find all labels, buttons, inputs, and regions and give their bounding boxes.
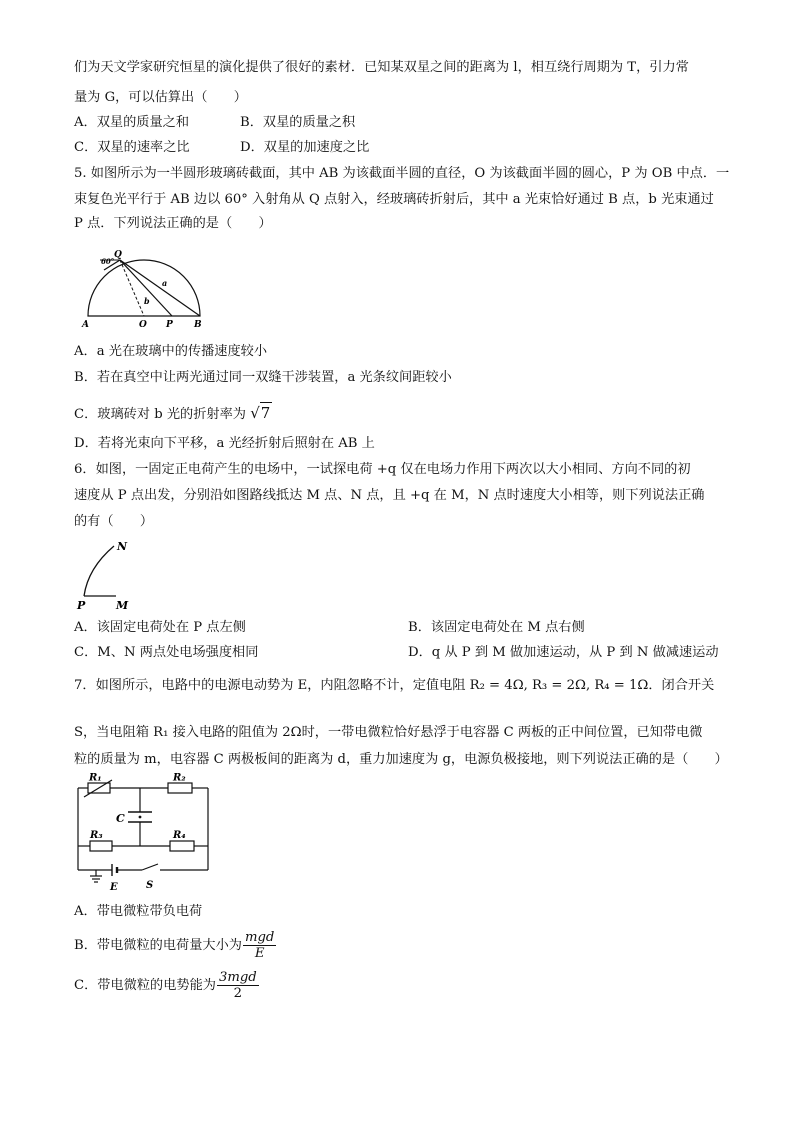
fraction-3mgd-over-2 xyxy=(217,970,259,1001)
q4-line-1: 们为天文学家研究恒星的演化提供了很好的素材．已知某双星之间的距离为 l，相互绕行周期为 T，引力常 xyxy=(74,60,689,75)
q7-line-3: 粒的质量为 m，电容器 C 两极板间的距离为 d，重力加速度为 g，电源负极接地，则下列说法正确的是（ ） xyxy=(74,752,728,767)
q5-option-b: B．若在真空中让两光通过同一双缝干涉装置，a 光条纹间距较小 xyxy=(74,370,452,385)
q6-line-3: 的有（ ） xyxy=(74,514,154,529)
switch-label: S xyxy=(146,880,154,891)
point-m-label: M xyxy=(116,599,129,612)
q7-option-b xyxy=(74,928,276,964)
r4-label: R₄ xyxy=(173,830,186,841)
q7-line-2: S，当电阻箱 R₁ 接入电路的阻值为 2Ω时，一带电微粒恰好悬浮于电容器 C 两板的正中间位置，已知带电微 xyxy=(74,725,703,740)
q7-option-b-text: B．带电微粒的电荷量大小为 xyxy=(74,938,242,953)
q6-option-d: D．q 从 P 到 M 做加速运动，从 P 到 N 做减速运动 xyxy=(408,645,719,660)
q6-option-b: B．该固定电荷处在 M 点右侧 xyxy=(408,620,585,635)
point-p-label: P xyxy=(77,599,86,612)
q4-option-a: A．双星的质量之和 xyxy=(74,115,190,130)
r3-label: R₃ xyxy=(90,830,103,841)
sqrt-radicand: 7 xyxy=(260,404,271,422)
ray-b-label: b xyxy=(144,296,150,306)
sqrt-expression: √7 xyxy=(250,404,271,422)
semicircle-outline xyxy=(88,260,200,316)
battery-label: E xyxy=(110,882,118,893)
q6-path-figure xyxy=(76,538,146,612)
q4-option-c: C．双星的速率之比 xyxy=(74,140,190,155)
path-p-to-n xyxy=(84,546,114,596)
q4-option-d: D．双星的加速度之比 xyxy=(240,140,370,155)
point-b-label: B xyxy=(194,320,202,330)
q6-option-c: C．M、N 两点处电场强度相同 xyxy=(74,645,259,660)
q7-option-c-text: C．带电微粒的电势能为 xyxy=(74,978,216,993)
q7-option-a: A．带电微粒带负电荷 xyxy=(74,904,203,919)
r1-label: R₁ xyxy=(89,772,102,784)
fraction-numerator: mgd xyxy=(244,930,275,945)
capacitor-label: C xyxy=(116,812,125,825)
point-n-label: N xyxy=(117,540,128,553)
resistor-r4 xyxy=(170,841,194,851)
q5-line-1: 5. 如图所示为一半圆形玻璃砖截面，其中 AB 为该截面半圆的直径，O 为该截面半圆的圆心，P 为 OB 中点．一 xyxy=(74,166,730,181)
resistor-r2 xyxy=(168,783,192,793)
q5-option-c-text: C．玻璃砖对 b 光的折射率为 xyxy=(74,407,246,422)
q5-line-2: 束复色光平行于 AB 边以 60° 入射角从 Q 点射入，经玻璃砖折射后，其中 a 光束恰好通过 B 点，b 光束通过 xyxy=(74,192,714,207)
point-q-label: Q xyxy=(114,250,122,260)
q6-option-a: A．该固定电荷处在 P 点左侧 xyxy=(74,620,246,635)
q4-line-2: 量为 G，可以估算出（ ） xyxy=(74,90,247,105)
q5-line-3: P 点．下列说法正确的是（ ） xyxy=(74,216,272,231)
q6-line-1: 6．如图，一固定正电荷产生的电场中，一试探电荷 +q 仅在电场力作用下两次以大小相同、方向不同的初 xyxy=(74,462,691,477)
fraction-denominator: E xyxy=(254,946,265,961)
q5-semicircle-figure xyxy=(80,244,206,330)
q5-option-c xyxy=(74,402,272,425)
point-p-label: P xyxy=(166,320,173,330)
q4-option-b: B．双星的质量之积 xyxy=(240,115,356,130)
q7-line-1: 7．如图所示，电路中的电源电动势为 E，内阻忽略不计，定值电阻 R₂ = 4Ω, R₃ = 2Ω, R₄ = 1Ω．闭合开关 xyxy=(74,678,715,693)
q7-circuit-figure xyxy=(70,772,220,893)
q5-option-d: D．若将光束向下平移，a 光经折射后照射在 AB 上 xyxy=(74,436,375,451)
point-a-label: A xyxy=(82,320,89,330)
charged-particle xyxy=(139,816,142,819)
fraction-mgd-over-e xyxy=(243,930,276,961)
resistor-r3 xyxy=(90,841,112,851)
switch-lever xyxy=(142,864,158,870)
q5-option-a: A．a 光在玻璃中的传播速度较小 xyxy=(74,344,268,359)
fraction-denominator: 2 xyxy=(233,986,243,1001)
r2-label: R₂ xyxy=(173,772,186,784)
fraction-numerator: 3mgd xyxy=(218,970,257,985)
ray-a-label: a xyxy=(162,278,168,288)
ray-b xyxy=(120,260,172,316)
q6-line-2: 速度从 P 点出发，分别沿如图路线抵达 M 点、N 点，且 +q 在 M，N 点时速度大小相等，则下列说法正确 xyxy=(74,488,705,503)
point-o-label: O xyxy=(139,320,147,330)
q7-option-c xyxy=(74,968,259,1004)
angle-label: 60° xyxy=(101,257,115,266)
